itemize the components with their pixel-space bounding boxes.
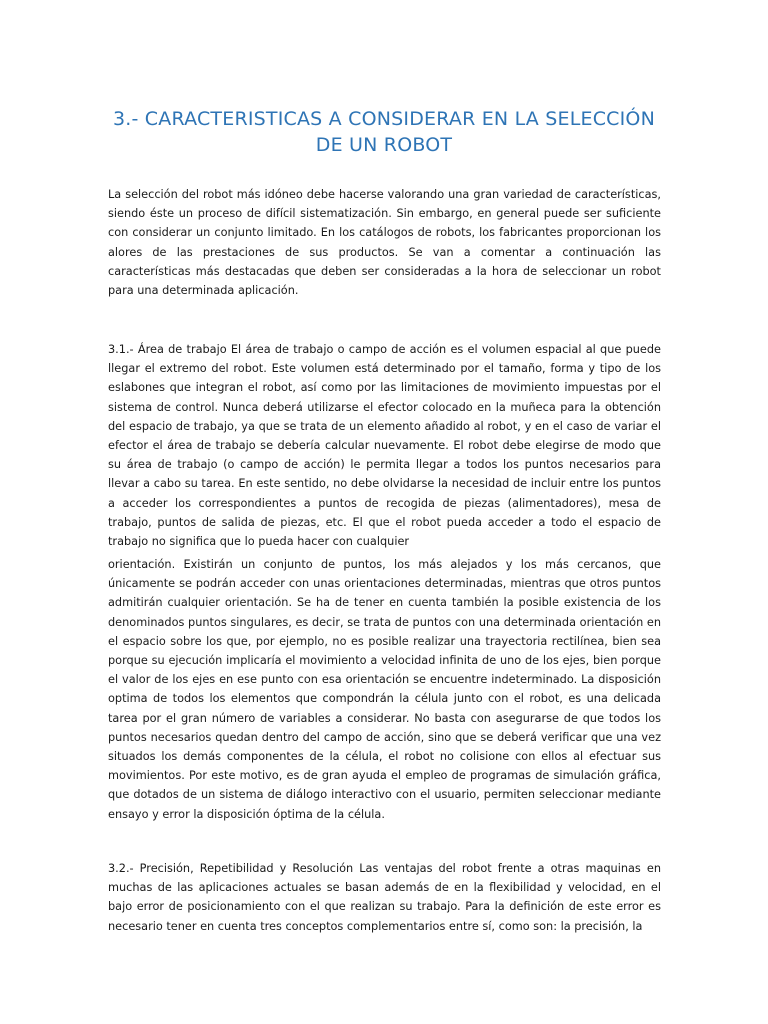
section-title: 3.- CARACTERISTICAS A CONSIDERAR EN LA SELECCIÓN DE UN ROBOT <box>112 108 656 156</box>
paragraph-orientacion: orientación. Existirán un conjunto de puntos, los más alejados y los más cercanos, que únicamente se podrán acceder con unas orientaciones determinadas, mientras que otros puntos admitirán cualquier orientación. Se ha de tener en cuenta también la posible existencia de los denominados puntos singulares, es decir, se trata de puntos con una determinada orientación en el espacio sobre los que, por ejemplo, no es posible realizar una trayectoria rectilínea, bien sea porque su ejecución implicaría el movimiento a velocidad infinita de uno de los ejes, bien porque el valor de los ejes en ese punto con esa orientación se encuentre indeterminado. La disposición optima de todos los elementos que compondrán la célula junto con el robot, es una delicada tarea por el gran número de variables a considerar. No basta con asegurarse de que todos los puntos necesarios quedan dentro del campo de acción, sino que se deberá verificar que una vez situados los demás componentes de la célula, el robot no colisione con ellos al efectuar sus movimientos. Por este motivo, es de gran ayuda el empleo de programas de simulación gráfica, que dotados de un sistema de diálogo interactivo con el usuario, permiten seleccionar mediante ensayo y error la disposición óptima de la célula. <box>108 558 661 821</box>
paragraph-intro: La selección del robot más idóneo debe hacerse valorando una gran variedad de características, siendo éste un proceso de difícil sistematización. Sin embargo, en general puede ser suficiente con considerar un conjunto limitado. En los catálogos de robots, los fabricantes proporcionan los alores de las prestaciones de sus productos. Se van a comentar a continuación las características más destacadas que deben ser consideradas a la hora de seleccionar un robot para una determinada aplicación. <box>108 188 661 298</box>
paragraph-precision: 3.2.- Precisión, Repetibilidad y Resolución Las ventajas del robot frente a otras maquinas en muchas de las aplicaciones actuales se basan además de en la flexibilidad y velocidad, en el bajo error de posicionamiento con el que realizan su trabajo. Para la definición de este error es necesario tener en cuenta tres conceptos complementarios entre sí, como son: la precisión, la <box>108 862 661 933</box>
paragraph-area-de-trabajo: 3.1.- Área de trabajo El área de trabajo o campo de acción es el volumen espacial al que puede llegar el extremo del robot. Este volumen está determinado por el tamaño, forma y tipo de los eslabones que integran el robot, así como por las limitaciones de movimiento impuestas por el sistema de control. Nunca deberá utilizarse el efector colocado en la muñeca para la obtención del espacio de trabajo, ya que se trata de un elemento añadido al robot, y en el caso de variar el efector el área de trabajo se debería calcular nuevamente. El robot debe elegirse de modo que su área de trabajo (o campo de acción) le permita llegar a todos los puntos necesarios para llevar a cabo su tarea. En este sentido, no debe olvidarse la necesidad de incluir entre los puntos a acceder los correspondientes a puntos de recogida de piezas (alimentadores), mesa de trabajo, puntos de salida de piezas, etc. El que el robot pueda acceder a todo el espacio de trabajo no significa que lo pueda hacer con cualquier <box>108 343 661 549</box>
